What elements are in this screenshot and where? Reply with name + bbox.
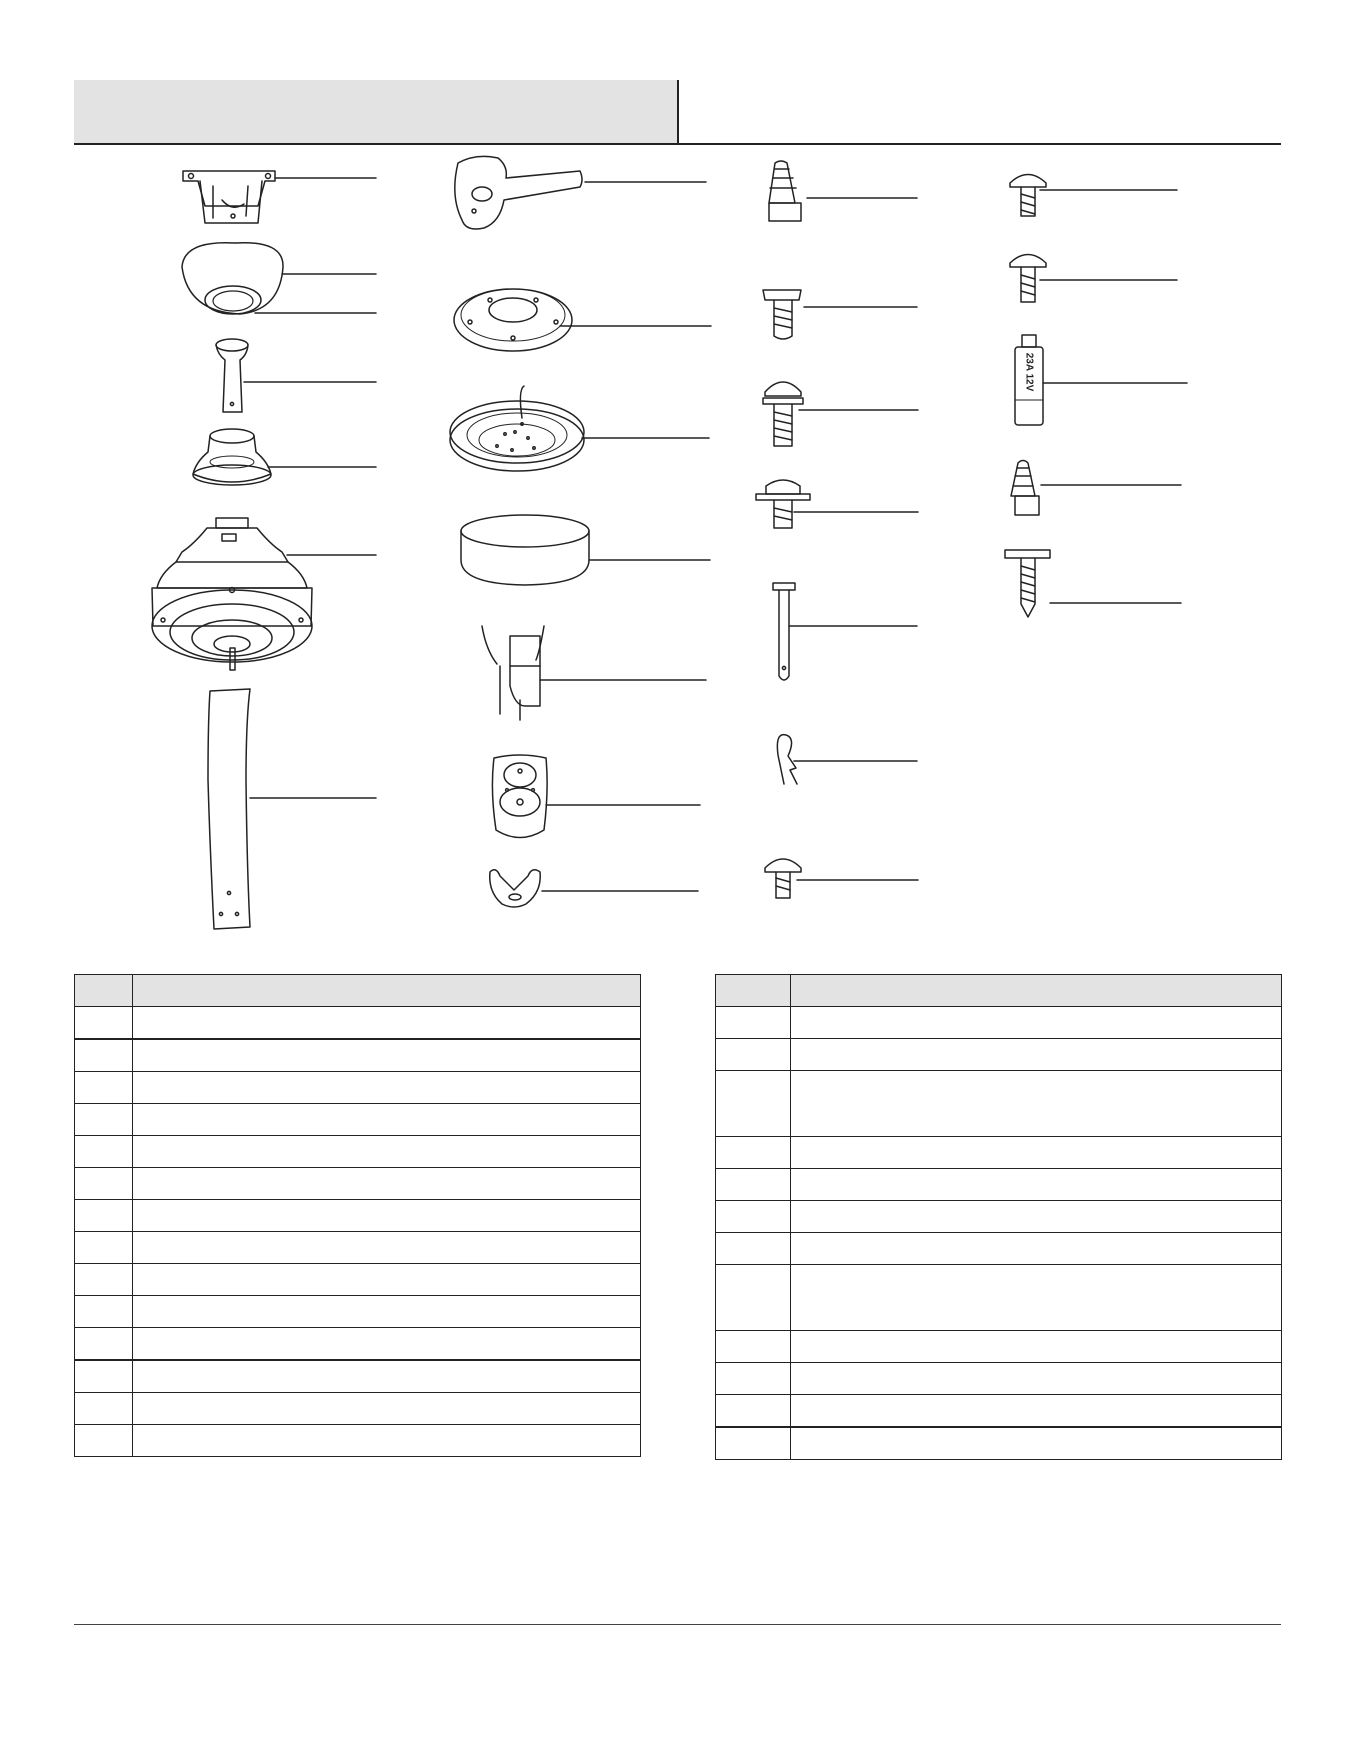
description-cell <box>133 1360 641 1393</box>
glass-shade-illustration <box>461 515 589 585</box>
bracket-screw-illustration <box>763 382 803 446</box>
description-cell <box>133 1072 641 1104</box>
hairpin-clip-illustration <box>777 735 797 784</box>
description-cell <box>791 1071 1282 1137</box>
table-row <box>75 1007 641 1040</box>
footer-rule <box>74 1624 1281 1625</box>
table-row <box>716 1363 1282 1395</box>
receiver-illustration <box>482 626 544 720</box>
description-cell <box>791 1331 1282 1363</box>
table-row <box>716 1071 1282 1137</box>
part-cell <box>716 1039 791 1071</box>
parts-table-left <box>74 974 641 1457</box>
column-header-part <box>716 975 791 1007</box>
table-row <box>716 1007 1282 1039</box>
part-cell <box>75 1104 133 1136</box>
part-cell <box>75 1232 133 1264</box>
table-row <box>75 1393 641 1425</box>
part-cell <box>716 1395 791 1428</box>
part-cell <box>716 1427 791 1460</box>
description-cell <box>791 1039 1282 1071</box>
part-cell <box>75 1007 133 1040</box>
table-row <box>716 1039 1282 1071</box>
table-row <box>75 1296 641 1328</box>
clevis-pin-illustration <box>773 583 795 680</box>
coupling-cover-illustration <box>193 429 271 485</box>
part-cell <box>716 1233 791 1265</box>
description-cell <box>791 1007 1282 1039</box>
description-cell <box>133 1200 641 1232</box>
blade-arm-screw-illustration <box>765 859 801 898</box>
mounting-screw-illustration <box>763 290 801 339</box>
battery-label: 23A 12V <box>1023 352 1035 392</box>
description-cell <box>791 1201 1282 1233</box>
part-cell <box>75 1264 133 1296</box>
table-row <box>75 1072 641 1104</box>
table-row <box>75 1168 641 1200</box>
table-header-row <box>716 975 1282 1007</box>
part-cell <box>75 1296 133 1328</box>
description-cell <box>133 1168 641 1200</box>
description-cell <box>791 1363 1282 1395</box>
plate-screw-illustration <box>1010 175 1046 217</box>
part-cell <box>716 1331 791 1363</box>
part-cell <box>716 1169 791 1201</box>
description-cell <box>791 1265 1282 1331</box>
table-row <box>716 1331 1282 1363</box>
description-cell <box>133 1232 641 1264</box>
canopy-illustration <box>182 243 283 314</box>
table-row <box>716 1233 1282 1265</box>
table-row <box>716 1137 1282 1169</box>
description-cell <box>133 1328 641 1361</box>
description-cell <box>791 1169 1282 1201</box>
part-cell <box>716 1363 791 1395</box>
description-cell <box>791 1427 1282 1460</box>
downrod-illustration <box>216 339 248 412</box>
canopy-screw-illustration <box>1010 255 1046 303</box>
table-row <box>716 1265 1282 1331</box>
table-row <box>716 1395 1282 1428</box>
table-row <box>716 1169 1282 1201</box>
description-cell <box>133 1136 641 1168</box>
description-cell <box>133 1039 641 1072</box>
part-cell <box>75 1360 133 1393</box>
battery-illustration <box>1015 335 1043 425</box>
description-cell <box>791 1233 1282 1265</box>
part-cell <box>75 1136 133 1168</box>
light-kit-illustration <box>450 386 584 471</box>
table-row <box>75 1425 641 1457</box>
table-row <box>75 1232 641 1264</box>
switch-housing-plate-illustration <box>454 289 572 351</box>
part-cell <box>75 1168 133 1200</box>
parts-table-right <box>715 974 1282 1460</box>
part-cell <box>716 1007 791 1039</box>
wood-screw-illustration <box>1005 550 1050 617</box>
remote-control-illustration <box>492 755 547 838</box>
table-row <box>75 1360 641 1393</box>
part-cell <box>716 1071 791 1137</box>
motor-assembly-illustration <box>152 518 312 670</box>
light-kit-screw-illustration <box>756 480 810 528</box>
description-cell <box>133 1007 641 1040</box>
wire-connector-small-illustration <box>1011 461 1039 516</box>
part-cell <box>716 1137 791 1169</box>
table-row <box>716 1201 1282 1233</box>
part-cell <box>716 1201 791 1233</box>
column-header-description <box>791 975 1282 1007</box>
part-cell <box>75 1039 133 1072</box>
table-row <box>716 1427 1282 1460</box>
column-header-description <box>133 975 641 1007</box>
blade-arm-illustration <box>455 156 582 229</box>
mounting-bracket-illustration <box>183 171 275 223</box>
part-cell <box>75 1425 133 1457</box>
description-cell <box>133 1393 641 1425</box>
description-cell <box>133 1425 641 1457</box>
table-header-row <box>75 975 641 1007</box>
wire-connector-large-illustration <box>769 161 801 221</box>
description-cell <box>133 1104 641 1136</box>
description-cell <box>791 1395 1282 1428</box>
table-row <box>75 1136 641 1168</box>
wall-holder-illustration <box>490 870 540 907</box>
part-cell <box>75 1393 133 1425</box>
description-cell <box>133 1264 641 1296</box>
column-header-part <box>75 975 133 1007</box>
table-row <box>75 1264 641 1296</box>
part-cell <box>75 1200 133 1232</box>
description-cell <box>791 1137 1282 1169</box>
table-row <box>75 1328 641 1361</box>
table-row <box>75 1200 641 1232</box>
description-cell <box>133 1296 641 1328</box>
table-row <box>75 1039 641 1072</box>
fan-blade-illustration <box>208 689 250 929</box>
part-cell <box>75 1072 133 1104</box>
table-row <box>75 1104 641 1136</box>
part-cell <box>75 1328 133 1361</box>
part-cell <box>716 1265 791 1331</box>
